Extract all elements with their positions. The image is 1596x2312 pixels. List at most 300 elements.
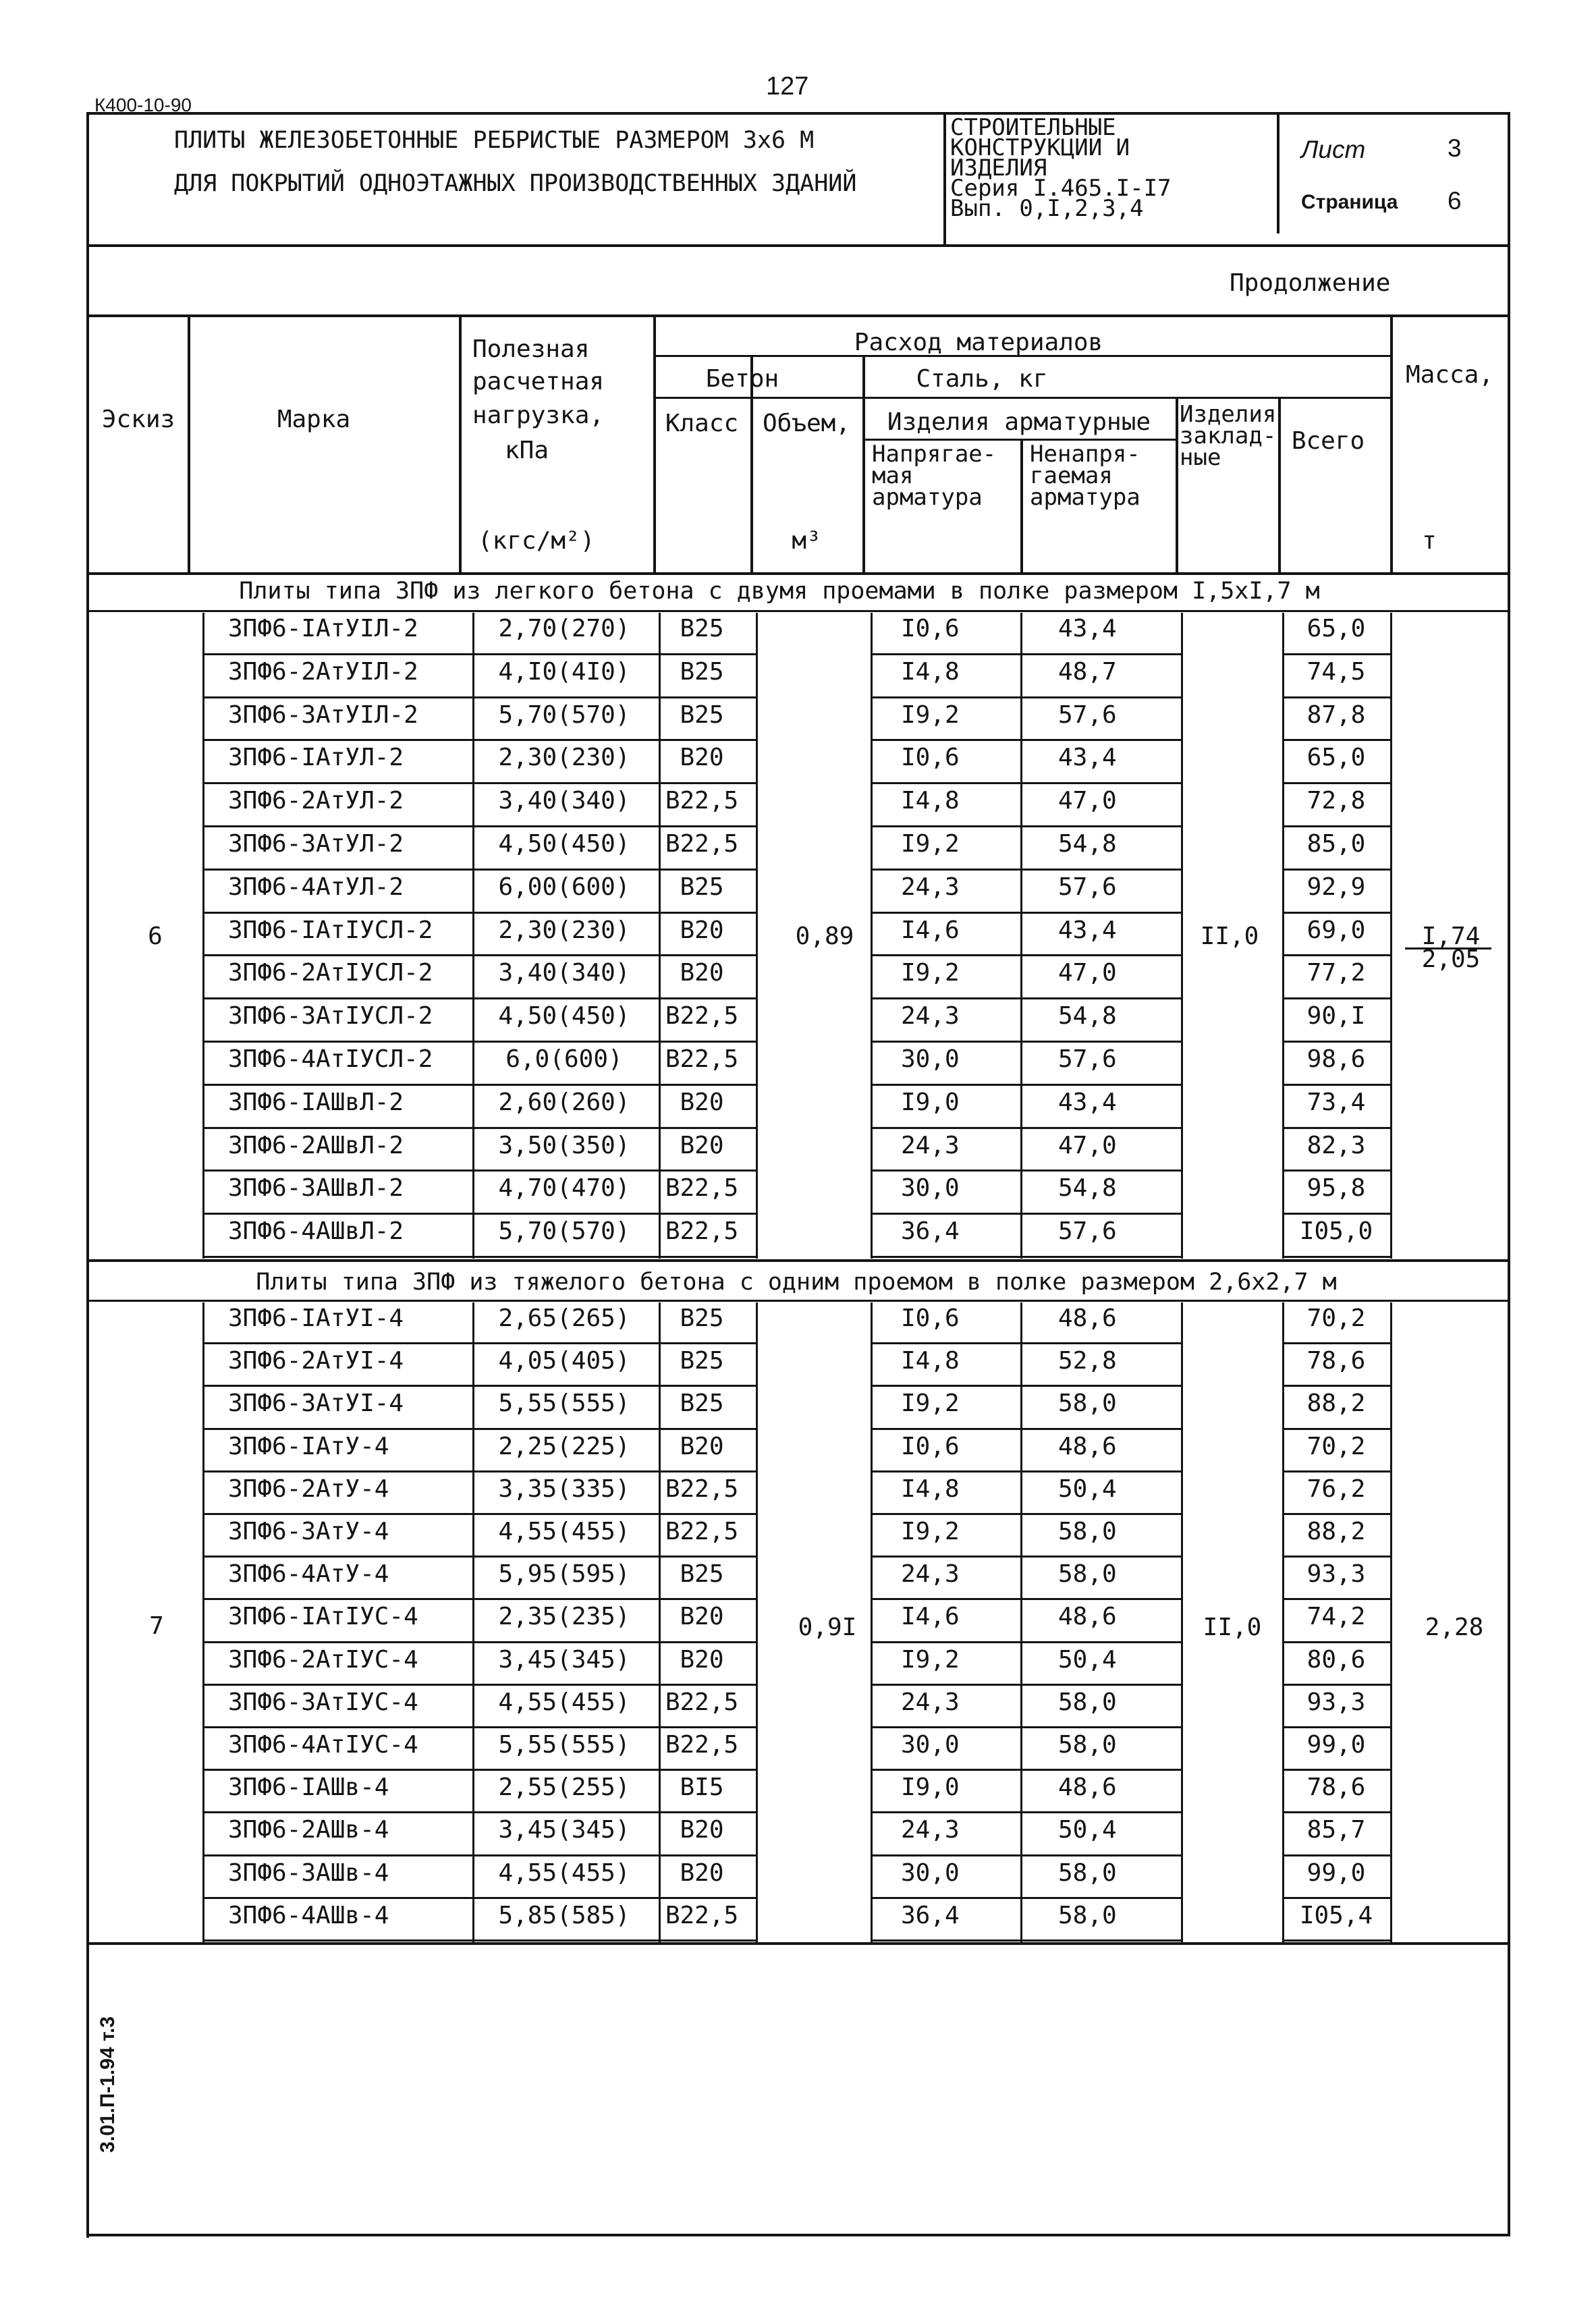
cell-mark: 3ПФ6-2АтIУСЛ-2	[228, 959, 433, 987]
cell-tensioned: I9,2	[901, 830, 960, 858]
frame-top	[88, 112, 1510, 115]
cell-class: В22,5	[665, 1045, 739, 1073]
header-rebar: Изделия арматурные	[887, 408, 1151, 436]
cell-tensioned: 24,3	[901, 1560, 960, 1589]
cell-untensioned: 58,0	[1058, 1859, 1117, 1887]
series-line-1: СТРОИТЕЛЬНЫЕ	[950, 114, 1116, 141]
row-rule	[871, 1513, 1181, 1515]
column-rule	[1390, 613, 1392, 1259]
column-rule	[1282, 1302, 1284, 1942]
cell-untensioned: 58,0	[1058, 1389, 1117, 1418]
cell-load: 3,40(340)	[498, 787, 630, 815]
cell-mark: 3ПФ6-4АтУ-4	[228, 1560, 389, 1589]
column-rule	[659, 613, 661, 1259]
cell-class: В20	[680, 744, 724, 772]
row-rule	[1282, 1256, 1390, 1258]
section-1-caption: Плиты типа 3ПФ из легкого бетона с двумя проемами в полке размером I,5хI,7 м	[239, 578, 1320, 605]
cell-total: 65,0	[1306, 744, 1366, 772]
header-embedded-2: заклад-	[1180, 422, 1277, 449]
header-bottom	[88, 572, 1510, 575]
cell-total: 78,6	[1306, 1773, 1366, 1802]
cell-untensioned: 47,0	[1058, 1131, 1117, 1159]
cell-load: 5,55(555)	[498, 1389, 630, 1418]
column-rule	[1020, 613, 1022, 1259]
column-rule	[202, 613, 204, 1259]
row-rule	[1282, 1385, 1390, 1387]
cell-tensioned: I9,2	[901, 700, 960, 729]
cell-total: 69,0	[1306, 916, 1366, 944]
row-rule	[871, 1041, 1181, 1043]
cell-mark: 3ПФ6-2АтУ-4	[228, 1475, 389, 1503]
cell-mark: 3ПФ6-3АтУI-4	[228, 1389, 404, 1418]
cell-load: 2,30(230)	[498, 744, 630, 772]
cell-total: 72,8	[1306, 787, 1366, 815]
row-rule	[1282, 1213, 1390, 1215]
cell-total: 77,2	[1306, 959, 1366, 987]
cell-total: I05,4	[1299, 1901, 1373, 1929]
cell-untensioned: 58,0	[1058, 1518, 1117, 1545]
cell-total: 74,5	[1306, 657, 1366, 686]
cell-class: В20	[680, 1816, 724, 1844]
row-rule	[659, 653, 756, 655]
header-materials: Расход материалов	[854, 329, 1103, 356]
cell-load: 6,00(600)	[498, 873, 630, 901]
cell-untensioned: 58,0	[1058, 1901, 1117, 1929]
column-rule	[1390, 1302, 1392, 1942]
section-1-caption-underline	[88, 610, 1510, 612]
cell-mark: 3ПФ6-IАтУI-4	[228, 1304, 404, 1332]
row-rule	[202, 1769, 659, 1771]
cell-class: В22,5	[665, 1174, 739, 1203]
cell-mark: 3ПФ6-IАШв-4	[228, 1773, 389, 1802]
row-rule	[1282, 1641, 1390, 1643]
series-line-5: Вып. 0,I,2,3,4	[950, 195, 1144, 222]
row-rule	[1282, 653, 1390, 655]
cell-class: В20	[680, 959, 724, 987]
section-2-embedded: II,0	[1203, 1614, 1262, 1641]
column-rule	[756, 613, 758, 1259]
cell-total: 93,3	[1306, 1560, 1366, 1589]
row-rule	[871, 1470, 1181, 1472]
cell-untensioned: 48,6	[1058, 1432, 1117, 1460]
cell-class: В20	[680, 1859, 724, 1887]
cell-class: В20	[680, 1088, 724, 1116]
cell-untensioned: 58,0	[1058, 1731, 1117, 1759]
cell-tensioned: I0,6	[901, 615, 960, 642]
column-rule	[1282, 613, 1284, 1259]
cell-untensioned: 50,4	[1058, 1475, 1117, 1503]
header-volume-unit: м³	[792, 527, 821, 555]
row-rule	[871, 1939, 1181, 1942]
sheet-value: 3	[1448, 134, 1462, 162]
cell-untensioned: 43,4	[1058, 1088, 1117, 1116]
row-rule	[1282, 1169, 1390, 1172]
cell-mark: 3ПФ6-3АтУIЛ-2	[228, 700, 418, 729]
col-sketch-right	[188, 314, 190, 574]
row-rule	[1282, 739, 1390, 741]
cell-tensioned: I4,8	[901, 657, 960, 686]
row-rule	[202, 1428, 659, 1430]
header-load-2: расчетная	[472, 368, 605, 395]
cell-tensioned: 30,0	[901, 1859, 960, 1887]
header-load-unit: (кгс/м²)	[478, 527, 595, 555]
cell-load: 2,25(225)	[498, 1432, 630, 1460]
cell-class: ВI5	[680, 1773, 724, 1802]
row-rule	[202, 1256, 659, 1258]
header-untensioned-1: Ненапря-	[1030, 441, 1140, 468]
row-rule	[659, 997, 756, 999]
cell-load: 3,45(345)	[498, 1645, 630, 1674]
row-rule	[1282, 1342, 1390, 1344]
section-1-volume: 0,89	[795, 923, 854, 950]
cell-class: В20	[680, 916, 724, 944]
cell-tensioned: I4,8	[901, 1475, 960, 1503]
row-rule	[1282, 1939, 1390, 1942]
row-rule	[659, 782, 756, 784]
row-rule	[871, 1213, 1181, 1215]
row-rule	[871, 1556, 1181, 1558]
cell-tensioned: 30,0	[901, 1731, 960, 1759]
cell-mark: 3ПФ6-4АтУЛ-2	[228, 873, 404, 901]
title-block-bottom	[88, 244, 1510, 247]
row-rule	[1282, 1769, 1390, 1771]
cell-total: 99,0	[1306, 1859, 1366, 1887]
cell-mark: 3ПФ6-4АШвЛ-2	[228, 1217, 404, 1246]
cell-load: 2,70(270)	[498, 615, 630, 642]
cell-class: В25	[680, 615, 724, 642]
col-mass-left	[1390, 314, 1393, 574]
cell-untensioned: 58,0	[1058, 1688, 1117, 1716]
cell-tensioned: I4,6	[901, 1603, 960, 1631]
row-rule	[659, 1939, 756, 1942]
row-rule	[871, 1169, 1181, 1172]
cell-total: 65,0	[1306, 615, 1366, 642]
cell-mark: 3ПФ6-2АШв-4	[228, 1816, 389, 1844]
cell-tensioned: 24,3	[901, 1002, 960, 1030]
cell-tensioned: I4,8	[901, 1347, 960, 1375]
header-tensioned-1: Напрягае-	[872, 441, 997, 468]
continuation-label: Продолжение	[1230, 269, 1391, 297]
row-rule	[659, 1084, 756, 1086]
row-rule	[202, 1854, 659, 1856]
cell-tensioned: 24,3	[901, 1816, 960, 1844]
cell-total: 92,9	[1306, 873, 1366, 901]
cell-untensioned: 43,4	[1058, 615, 1117, 642]
column-rule	[1020, 1302, 1022, 1942]
row-rule	[871, 653, 1181, 655]
cell-untensioned: 57,6	[1058, 1217, 1117, 1246]
row-rule	[871, 782, 1181, 784]
cell-mark: 3ПФ6-IАШвЛ-2	[228, 1088, 404, 1116]
row-rule	[871, 1811, 1181, 1813]
row-rule	[202, 1213, 659, 1215]
row-rule	[871, 1385, 1181, 1387]
section-1-sketch: 6	[148, 923, 163, 950]
cell-mark: 3ПФ6-IАтIУСЛ-2	[228, 916, 433, 944]
cell-class: В25	[680, 1304, 724, 1332]
cell-tensioned: 24,3	[901, 1688, 960, 1716]
cell-tensioned: I9,2	[901, 1389, 960, 1418]
row-rule	[659, 1641, 756, 1643]
cell-load: 5,70(570)	[498, 700, 630, 729]
cell-untensioned: 50,4	[1058, 1816, 1117, 1844]
cell-total: 99,0	[1306, 1731, 1366, 1759]
row-rule	[202, 1385, 659, 1387]
cell-mark: 3ПФ6-2АтУIЛ-2	[228, 657, 418, 686]
cell-untensioned: 47,0	[1058, 959, 1117, 987]
header-tensioned-2: мая	[872, 462, 914, 489]
cell-total: 95,8	[1306, 1174, 1366, 1203]
cell-total: 90,I	[1306, 1002, 1366, 1030]
row-rule	[1282, 1684, 1390, 1686]
header-mass: Масса,	[1405, 361, 1494, 389]
cell-load: 4,70(470)	[498, 1174, 630, 1203]
row-rule	[659, 1598, 756, 1600]
row-rule	[659, 1213, 756, 1215]
row-rule	[659, 739, 756, 741]
cell-mark: 3ПФ6-4АШв-4	[228, 1901, 389, 1929]
col-rebar-right	[1176, 397, 1178, 574]
row-rule	[1282, 1041, 1390, 1043]
cell-load: 2,35(235)	[498, 1603, 630, 1631]
row-rule	[871, 1684, 1181, 1686]
cell-load: 4,55(455)	[498, 1518, 630, 1545]
cell-untensioned: 50,4	[1058, 1645, 1117, 1674]
cell-total: 93,3	[1306, 1688, 1366, 1716]
row-rule	[659, 1127, 756, 1129]
row-rule	[1282, 1470, 1390, 1472]
row-rule	[202, 739, 659, 741]
cell-load: 2,55(255)	[498, 1773, 630, 1802]
row-rule	[202, 997, 659, 999]
cell-mark: 3ПФ6-IАтIУС-4	[228, 1603, 418, 1631]
title-line-2: ДЛЯ ПОКРЫТИЙ ОДНОЭТАЖНЫХ ПРОИЗВОДСТВЕННЫХ ЗДАНИЙ	[174, 170, 857, 197]
row-rule	[202, 1939, 659, 1942]
cell-untensioned: 48,6	[1058, 1304, 1117, 1332]
section-1-mass-top: I,74	[1421, 923, 1481, 950]
cell-mark: 3ПФ6-3АШв-4	[228, 1859, 389, 1887]
cell-class: В25	[680, 873, 724, 901]
row-rule	[1282, 1598, 1390, 1600]
row-rule	[1282, 1084, 1390, 1086]
cell-mark: 3ПФ6-3АтУЛ-2	[228, 830, 404, 858]
row-rule	[871, 739, 1181, 741]
cell-load: 3,40(340)	[498, 959, 630, 987]
cell-mark: 3ПФ6-3АтУ-4	[228, 1518, 389, 1545]
col-mark-right	[459, 314, 462, 574]
column-rule	[202, 1302, 204, 1942]
row-rule	[1282, 954, 1390, 956]
cell-total: 70,2	[1306, 1304, 1366, 1332]
row-rule	[659, 1256, 756, 1258]
cell-untensioned: 57,6	[1058, 1045, 1117, 1073]
row-rule	[202, 825, 659, 827]
cell-tensioned: I9,2	[901, 1518, 960, 1545]
frame-left	[86, 112, 89, 2238]
row-rule	[659, 1169, 756, 1172]
cell-class: В25	[680, 1347, 724, 1375]
cell-class: В25	[680, 657, 724, 686]
title-divider-2	[1277, 112, 1279, 233]
cell-untensioned: 48,6	[1058, 1773, 1117, 1802]
cell-untensioned: 48,6	[1058, 1603, 1117, 1631]
header-class: Класс	[665, 410, 739, 437]
row-rule	[1282, 1428, 1390, 1430]
row-rule	[659, 1041, 756, 1043]
row-rule	[659, 1342, 756, 1344]
cell-tensioned: I0,6	[901, 1432, 960, 1460]
row-rule	[202, 1084, 659, 1086]
column-rule	[871, 1302, 873, 1942]
header-sketch: Эскиз	[101, 406, 175, 433]
cell-load: 3,45(345)	[498, 1816, 630, 1844]
row-rule	[202, 1598, 659, 1600]
cell-mark: 3ПФ6-3АШвЛ-2	[228, 1174, 404, 1203]
cell-class: В22,5	[665, 787, 739, 815]
frame-right	[1508, 112, 1510, 1934]
row-rule	[871, 1127, 1181, 1129]
row-rule	[1282, 1513, 1390, 1515]
row-rule	[202, 1169, 659, 1172]
row-rule	[202, 782, 659, 784]
section-2-volume: 0,9I	[798, 1614, 857, 1641]
cell-tensioned: I4,6	[901, 916, 960, 944]
row-rule	[659, 1513, 756, 1515]
row-rule	[202, 1811, 659, 1813]
cell-tensioned: I4,8	[901, 787, 960, 815]
row-rule	[1282, 912, 1390, 914]
row-rule	[202, 1470, 659, 1472]
cell-tensioned: 24,3	[901, 873, 960, 901]
cell-total: 85,0	[1306, 830, 1366, 858]
row-rule	[202, 1897, 659, 1899]
cell-total: 82,3	[1306, 1131, 1366, 1159]
series-line-3: ИЗДЕЛИЯ	[950, 155, 1047, 182]
col-load-right	[653, 314, 656, 574]
header-untensioned-2: гаемая	[1030, 462, 1113, 489]
row-rule	[1282, 696, 1390, 698]
row-rule	[202, 912, 659, 914]
cell-tensioned: 36,4	[901, 1901, 960, 1929]
table-bottom	[88, 1942, 1510, 1945]
row-rule	[1282, 825, 1390, 827]
cell-tensioned: I0,6	[901, 1304, 960, 1332]
row-rule	[659, 954, 756, 956]
cell-untensioned: 47,0	[1058, 787, 1117, 815]
cell-class: В20	[680, 1432, 724, 1460]
cell-class: В22,5	[665, 1475, 739, 1503]
cell-load: 5,85(585)	[498, 1901, 630, 1929]
cell-tensioned: I9,2	[901, 959, 960, 987]
row-rule	[1282, 1811, 1390, 1813]
cell-total: 80,6	[1306, 1645, 1366, 1674]
row-rule	[871, 1854, 1181, 1856]
row-rule	[659, 1684, 756, 1686]
header-volume: Объем,	[762, 410, 851, 437]
header-total: Всего	[1291, 427, 1365, 455]
row-rule	[202, 1556, 659, 1558]
cell-total: 78,6	[1306, 1347, 1366, 1375]
cell-load: 5,70(570)	[498, 1217, 630, 1246]
header-load-4: кПа	[505, 437, 549, 464]
column-rule	[756, 1302, 758, 1942]
row-rule	[659, 1726, 756, 1728]
section-2-sketch: 7	[149, 1612, 164, 1640]
row-rule	[871, 1641, 1181, 1643]
cell-total: 74,2	[1306, 1603, 1366, 1631]
cell-load: 5,95(595)	[498, 1560, 630, 1589]
cell-class: В22,5	[665, 1217, 739, 1246]
cell-class: В22,5	[665, 830, 739, 858]
cell-total: 85,7	[1306, 1816, 1366, 1844]
frame-right-lower	[1508, 1934, 1510, 2234]
row-rule	[202, 653, 659, 655]
header-mark: Марка	[277, 406, 351, 433]
row-rule	[202, 696, 659, 698]
cell-class: В22,5	[665, 1688, 739, 1716]
row-rule	[659, 696, 756, 698]
cell-load: 4,I0(4I0)	[498, 657, 630, 686]
section-2-caption: Плиты типа 3ПФ из тяжелого бетона с одним проемом в полке размером 2,6х2,7 м	[256, 1269, 1337, 1296]
cell-tensioned: 30,0	[901, 1174, 960, 1203]
row-rule	[659, 1897, 756, 1899]
row-rule	[202, 954, 659, 956]
header-untensioned-3: арматура	[1030, 484, 1140, 511]
cell-load: 2,30(230)	[498, 916, 630, 944]
frame-bottom	[88, 2234, 1510, 2236]
side-stamp: 3.01.П-1.94 т.3	[97, 2016, 119, 2153]
cell-untensioned: 54,8	[1058, 830, 1117, 858]
row-rule	[1282, 1726, 1390, 1728]
cell-class: В22,5	[665, 1002, 739, 1030]
cell-tensioned: I9,0	[901, 1773, 960, 1802]
cell-load: 3,50(350)	[498, 1131, 630, 1159]
cell-class: В25	[680, 1560, 724, 1589]
row-rule	[202, 1726, 659, 1728]
row-rule	[659, 869, 756, 871]
row-rule	[871, 1769, 1181, 1771]
cell-load: 2,60(260)	[498, 1088, 630, 1116]
header-tensioned-3: арматура	[872, 484, 983, 511]
cell-tensioned: 24,3	[901, 1131, 960, 1159]
header-load-3: нагрузка,	[472, 402, 605, 429]
cell-mark: 3ПФ6-4АтIУСЛ-2	[228, 1045, 433, 1073]
document-code: К400-10-90	[94, 94, 192, 115]
table-top	[88, 314, 1510, 317]
row-rule	[202, 1641, 659, 1643]
row-rule	[871, 696, 1181, 698]
row-rule	[659, 912, 756, 914]
header-load-1: Полезная	[472, 335, 590, 363]
cell-untensioned: 54,8	[1058, 1002, 1117, 1030]
section-divider	[88, 1259, 1510, 1262]
cell-load: 4,05(405)	[498, 1347, 630, 1375]
cell-untensioned: 52,8	[1058, 1347, 1117, 1375]
cell-class: В20	[680, 1603, 724, 1631]
row-rule	[202, 1041, 659, 1043]
row-rule	[659, 1385, 756, 1387]
row-rule	[871, 997, 1181, 999]
header-concrete: Бетон	[705, 365, 779, 393]
cell-load: 4,55(455)	[498, 1688, 630, 1716]
row-rule	[871, 1256, 1181, 1258]
cell-mark: 3ПФ6-3АтIУСЛ-2	[228, 1002, 433, 1030]
cell-tensioned: I9,2	[901, 1645, 960, 1674]
title-divider-1	[943, 112, 946, 247]
section-1-mass-bottom: 2,05	[1421, 945, 1481, 973]
cell-class: В22,5	[665, 1518, 739, 1545]
header-steel: Сталь, кг	[916, 365, 1048, 393]
